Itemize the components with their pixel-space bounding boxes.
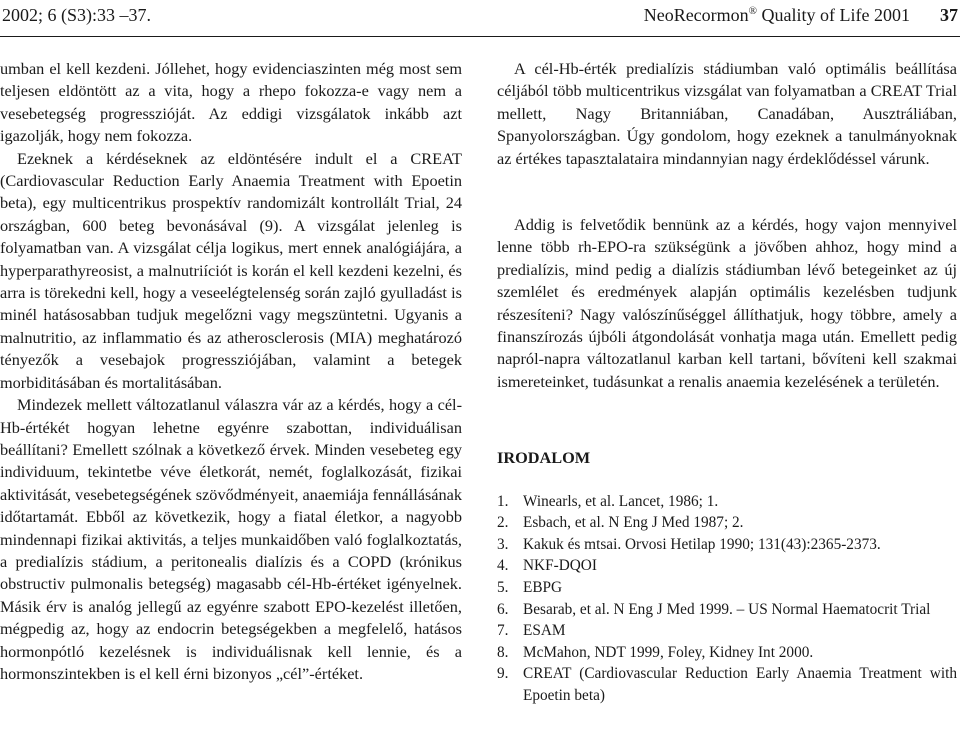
page-number: 37 xyxy=(940,5,958,25)
reference-number: 8. xyxy=(497,643,509,661)
reference-text: EBPG xyxy=(523,579,563,597)
reference-text: McMahon, NDT 1999, Foley, Kidney Int 2000. xyxy=(523,643,814,661)
reference-number: 9. xyxy=(497,665,509,683)
paragraph: A cél-Hb-érték predialízis stádiumban való optimális beállítása céljából több multicentrikus vizsgálat van folyamatban a CREAT Trial mellett, Nagy Britanniában, Canadában, Ausztráliában, Spanyolországban. Úgy gondolom, hogy ezeknek a tanulmányoknak az értékes tapasztalataira mindannyian nagy érdeklődéssel várunk. xyxy=(497,59,957,168)
reference-text: Kakuk és mtsai. Orvosi Hetilap 1990; 131(43):2365-2373. xyxy=(523,535,881,553)
reference-item xyxy=(497,491,957,513)
header-rule xyxy=(0,36,960,37)
reference-item xyxy=(497,577,957,599)
journal-suffix: Quality of Life 2001 xyxy=(757,5,910,25)
reference-item xyxy=(497,599,957,621)
left-column xyxy=(0,58,462,685)
reference-number: 1. xyxy=(497,492,509,510)
paragraph: umban el kell kezdeni. Jóllehet, hogy evidenciaszinten még most sem teljesen eldöntött az a vita, hogy a rhepo fokozza-e vagy nem a vesebetegség progresszióját. Az eddigi vizsgálatok inkább azt igazolják, hogy nem fokozza. xyxy=(0,59,462,146)
page-header xyxy=(0,0,960,40)
reference-item xyxy=(497,663,957,706)
reference-number: 3. xyxy=(497,535,509,553)
reference-list xyxy=(497,491,957,707)
journal-title xyxy=(644,5,910,26)
paragraph: Addig is felvetődik bennünk az a kérdés, hogy vajon mennyivel lenne több rh-EPO-ra szükségünk a jövőben ahhoz, hogy mind a predialízis, mind pedig a dialízis stádiumban lévő betegeinket az új szemlélet és eredmények alapján optimális kezelésben tudjunk részesíteni? Nagy valószínűséggel állíthatjuk, hogy többre, amely a finanszírozás újbóli átgondolását vonhatja maga után. Emellett pedig napról-napra változatlanul karban kell tartani, bővíteni kell szakmai ismereteinket, tudásunkat a renalis anaemia kezelésének a területén. xyxy=(497,215,957,391)
reference-text: CREAT (Cardiovascular Reduction Early Anaemia Treatment with Epoetin beta) xyxy=(523,665,957,705)
spacer xyxy=(497,170,957,214)
reference-item xyxy=(497,620,957,642)
paragraph: Ezeknek a kérdéseknek az eldöntésére indult el a CREAT (Cardiovascular Reduction Early Anaemia Treatment with Epoetin beta), egy multicentrikus prospektív randomizált kontrollált Trial, 24 országban, 600 beteg bevonásával (9). A vizsgálat jelenleg is folyamatban van. A vizsgálat célja logikus, mert ennek analógiájára, a hyperparathyreosist, a malnutriíciót is korán el kell kezdeni kezelni, és arra is törekedni kell, hogy a veseelégtelenség során zajló gyulladást is minél hatásosabban tudjuk megelőzni vagy megszüntetni. Ugyanis a malnutritio, az inflammatio és az atherosclerosis (MIA) meghatározó tényezők a vesebajok progressziójában, valamint a betegek morbiditásában és mortalitásában. xyxy=(0,148,462,392)
reference-text: Winearls, et al. Lancet, 1986; 1. xyxy=(523,492,719,510)
spacer xyxy=(497,393,957,447)
registered-mark: ® xyxy=(748,5,758,17)
reference-text: Esbach, et al. N Eng J Med 1987; 2. xyxy=(523,514,744,532)
reference-number: 4. xyxy=(497,557,509,575)
reference-text: NKF-DQOI xyxy=(523,557,597,575)
reference-number: 6. xyxy=(497,600,509,618)
paragraph: Mindezek mellett változatlanul válaszra vár az a kérdés, hogy a cél-Hb-értékét hogyan lehetne egyénre szabottan, individuálisan beállítani? Emellett szólnak a következő érvek. Minden vesebeteg egy individuum, tekintetbe véve életkorát, nemét, foglalkozását, fizikai aktivitását, vesebetegségének szövődményeit, anaemiája fennállásának időtartamát. Ebből az következik, hogy a fiatal életkor, a nagyobb mindennapi fizikai aktivitás, a teljes munkaidőben való foglalkoztatás, a predialízis stádium, a peritonealis dialízis és a COPD (krónikus obstructiv pulmonalis betegség) magasabb cél-Hb-értéket igényelnek. Másik érv is analóg jellegű az egyénre szabott EPO-kezelést illetően, mégpedig az, hogy az endocrin betegségekben a megfelelő, hatásos hormonpótló kezelésnek is individuálisnak kell lennie, és a hormonszintekben is el kell érni bizonyos „cél”-értéket. xyxy=(0,395,463,683)
reference-item xyxy=(497,512,957,534)
reference-item xyxy=(497,534,957,556)
citation: 2002; 6 (S3):33 –37. xyxy=(2,5,152,25)
reference-text: ESAM xyxy=(523,622,566,640)
reference-number: 2. xyxy=(497,514,509,532)
right-column xyxy=(497,58,957,707)
reference-number: 7. xyxy=(497,622,509,640)
reference-item xyxy=(497,555,957,577)
reference-item xyxy=(497,642,957,664)
reference-text: Besarab, et al. N Eng J Med 1999. – US Normal Haematocrit Trial xyxy=(523,600,931,618)
journal-name: NeoRecormon xyxy=(643,5,749,25)
references-heading: IRODALOM xyxy=(497,448,591,468)
reference-number: 5. xyxy=(497,579,509,597)
